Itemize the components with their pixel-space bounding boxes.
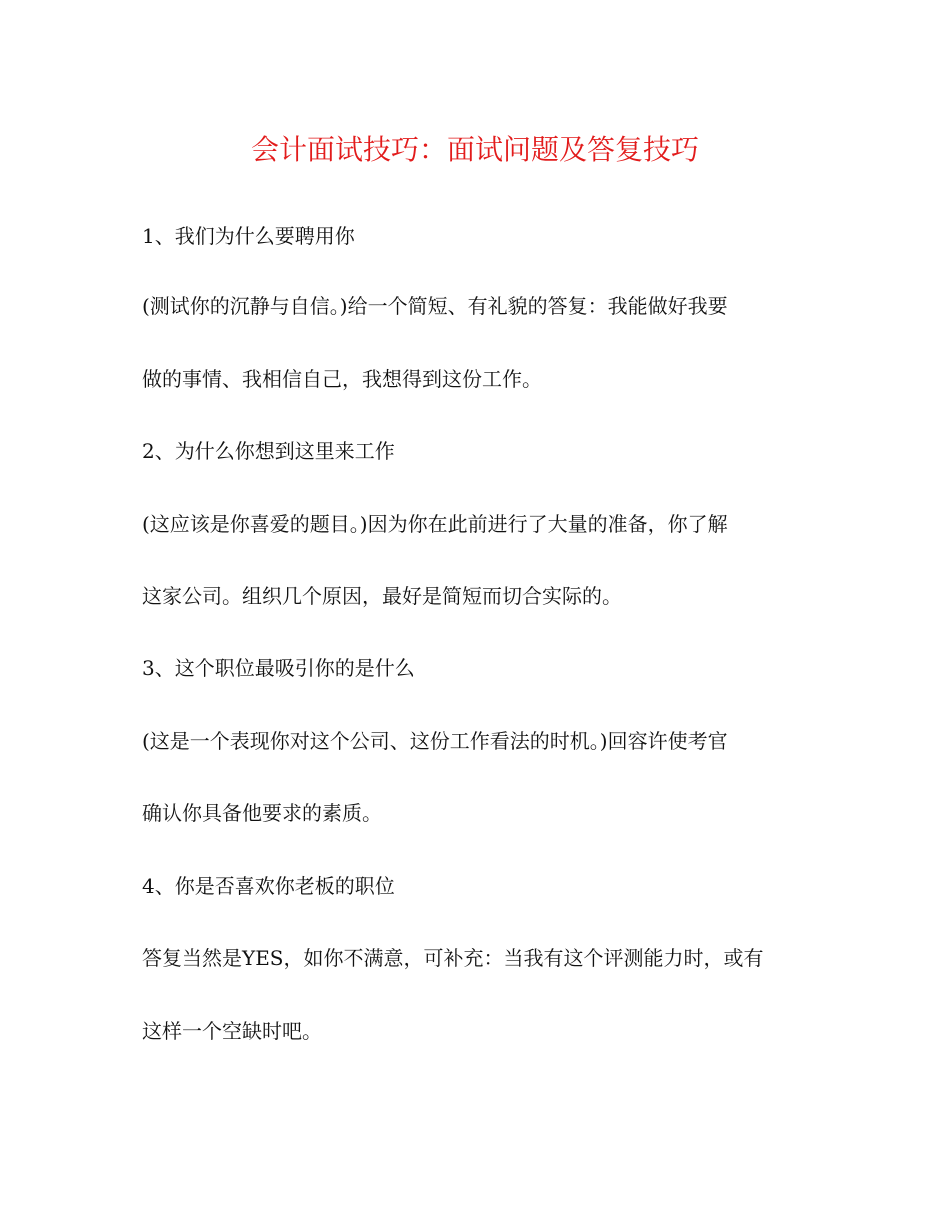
answer-3-line-1: (这是一个表现你对这个公司、这份工作看法的时机。)回容许使考官 xyxy=(142,729,728,753)
question-3-heading: 3、这个职位最吸引你的是什么 xyxy=(142,656,415,680)
answer-4-line-1: 答复当然是YES，如你不满意，可补充：当我有这个评测能力时，或有 xyxy=(142,946,764,970)
answer-1-line-2: 做的事情、我相信自己，我想得到这份工作。 xyxy=(142,367,542,391)
question-4-heading: 4、你是否喜欢你老板的职位 xyxy=(142,874,395,898)
answer-2-line-1: (这应该是你喜爱的题目。)因为你在此前进行了大量的准备，你了解 xyxy=(142,512,728,536)
question-1-heading: 1、我们为什么要聘用你 xyxy=(142,224,355,248)
answer-4-line-2: 这样一个空缺时吧。 xyxy=(142,1019,322,1043)
question-2-heading: 2、为什么你想到这里来工作 xyxy=(142,439,395,463)
answer-2-line-2: 这家公司。组织几个原因，最好是简短而切合实际的。 xyxy=(142,584,622,608)
answer-3-line-2: 确认你具备他要求的素质。 xyxy=(142,801,382,825)
document-title: 会计面试技巧：面试问题及答复技巧 xyxy=(250,133,699,166)
answer-1-line-1: (测试你的沉静与自信。)给一个简短、有礼貌的答复：我能做好我要 xyxy=(142,294,728,318)
